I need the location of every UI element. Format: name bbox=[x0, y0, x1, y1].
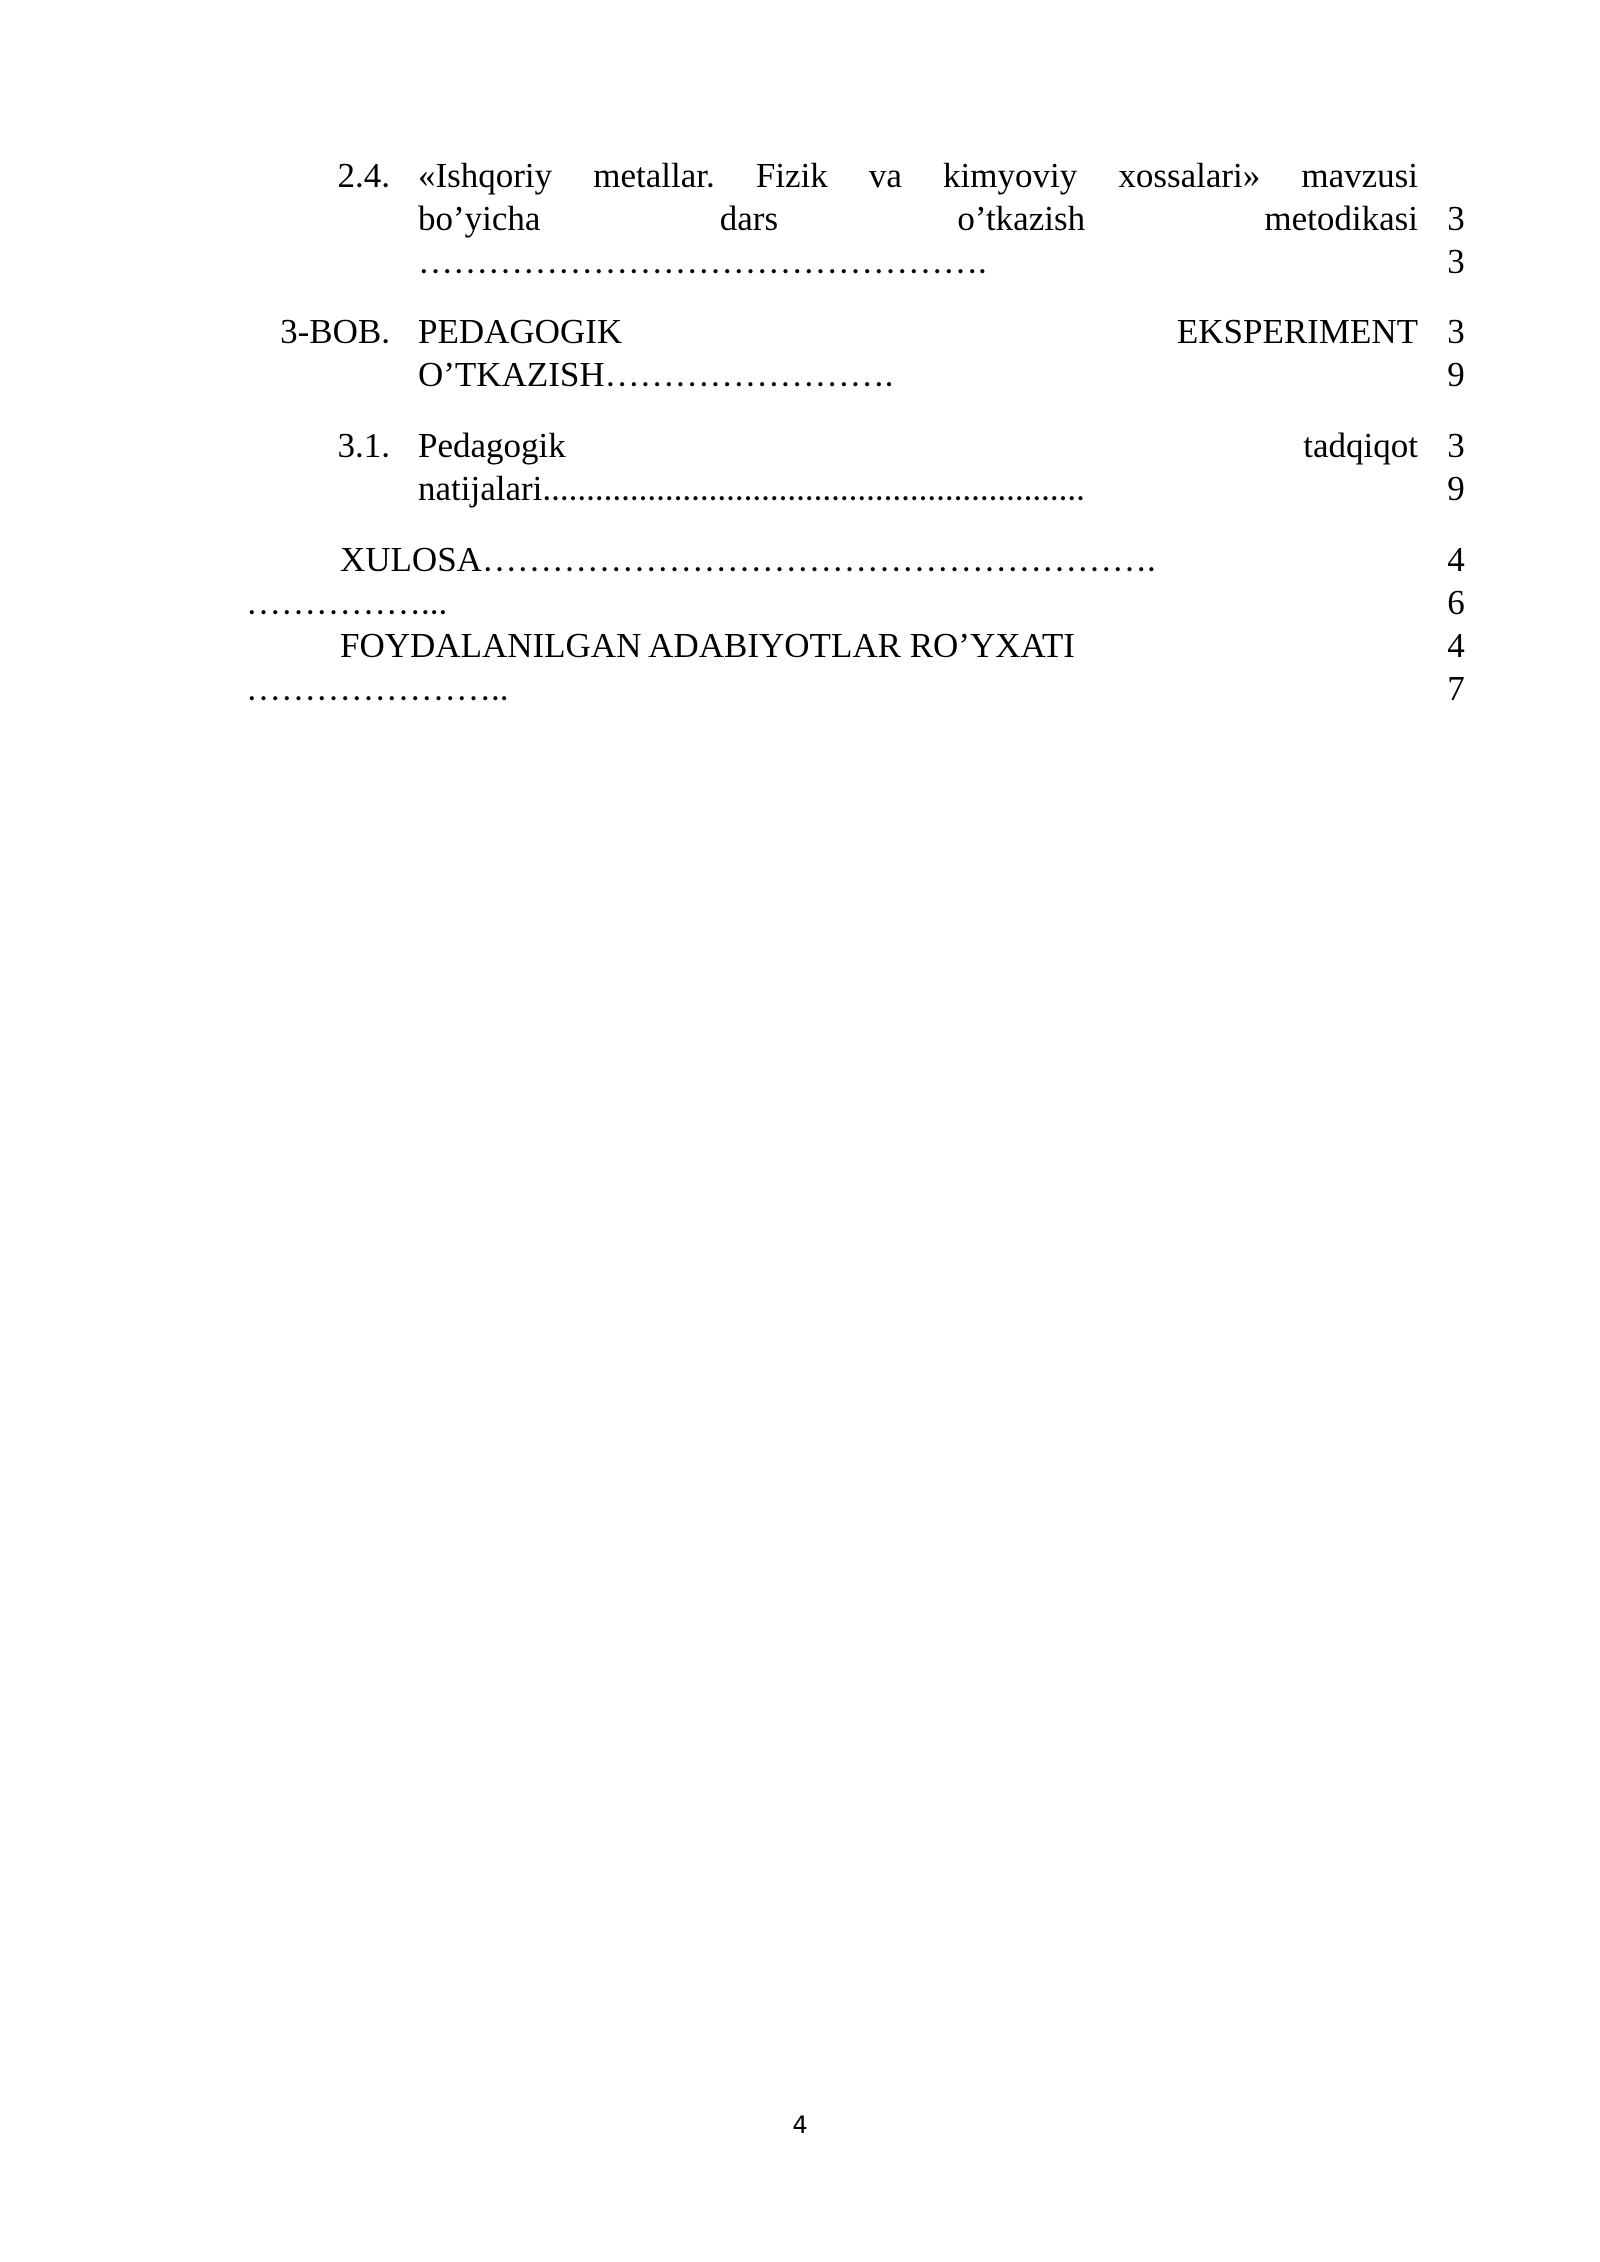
toc-entry-leader-dots: …………………………………………. bbox=[418, 242, 987, 281]
toc-entry-title-line: O’TKAZISH……………………. bbox=[418, 355, 894, 394]
toc-entry-leader-dots: ……………... bbox=[246, 583, 448, 622]
toc-entry-page-number: 9 bbox=[1447, 469, 1465, 508]
toc-entry-title-line: «Ishqoriy metallar. Fizik va kimyoviy xossalari» mavzusi bbox=[418, 156, 1418, 195]
toc-entry-page-number: 3 bbox=[1447, 312, 1465, 351]
toc-entry-number: 3-BOB. bbox=[280, 312, 390, 351]
toc-entry-title-line: PEDAGOGIK EKSPERIMENT bbox=[418, 312, 1418, 351]
toc-entry-title-line: natijalari.............................................................. bbox=[418, 469, 1085, 508]
toc-entry-page-number: 4 bbox=[1447, 540, 1465, 579]
toc-entry-page-number: 7 bbox=[1447, 669, 1465, 708]
toc-entry-number: 2.4. bbox=[337, 156, 390, 195]
toc-entry-page-number: 4 bbox=[1447, 626, 1465, 665]
toc-entry-leader-dots: ………………….. bbox=[246, 669, 509, 708]
toc-entry-title-line: bo’yicha dars o’tkazish metodikasi bbox=[418, 199, 1418, 238]
toc-entry-page-number: 3 bbox=[1447, 199, 1465, 238]
toc-entry-number: 3.1. bbox=[337, 426, 390, 465]
toc-entry-title-line: Pedagogik tadqiqot bbox=[418, 426, 1418, 465]
toc-entry-page-number: 6 bbox=[1447, 583, 1465, 622]
toc-entry-title-line: FOYDALANILGAN ADABIYOTLAR RO’YXATI bbox=[340, 626, 1075, 665]
page-number-footer: 4 bbox=[792, 2111, 808, 2139]
toc-entry-title-line: XULOSA…………………………………………………. bbox=[340, 540, 1156, 579]
toc-entry-page-number: 3 bbox=[1447, 426, 1465, 465]
toc-entry-page-number: 9 bbox=[1447, 355, 1465, 394]
toc-entry-page-number: 3 bbox=[1447, 242, 1465, 281]
